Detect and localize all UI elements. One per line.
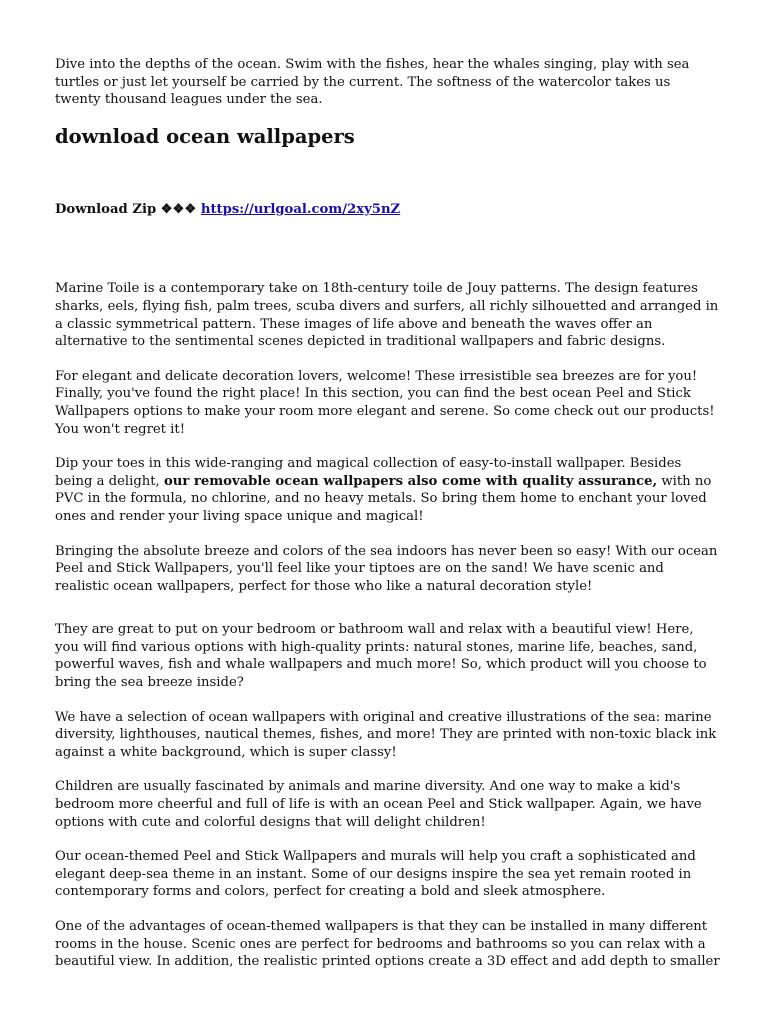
quality-assurance-bold: our removable ocean wallpapers also come with quality assurance, [163,473,658,489]
paragraph-breeze: Bringing the absolute breeze and colors of the sea indoors has never been so easy! With our ocean Peel and Stick Wallpapers, you'll feel like your tiptoes are on the sand! We have scenic and realistic ocean wallpapers, perfect for those who like a natural decoration style! [55,543,718,594]
paragraph-elegant: For elegant and delicate decoration lovers, welcome! These irresistible sea breezes are for you! Finally, you've found the right place! In this section, you can find the best ocean Peel and Stick Wallpapers options to make your room more elegant and serene. So come check out our products! You won't regret it! [55,368,715,437]
paragraph-selection: We have a selection of ocean wallpapers with original and creative illustrations of the sea: marine diversity, lighthouses, nautical themes, fishes, and more! They are printed with non-toxic black ink against a white background, which is super classy! [55,709,717,760]
paragraph-dip-toes-end: with no PVC in the formula, no chlorine, and no heavy metals. So bring them home to enchant your loved ones and render your living space unique and magical! [55,473,712,524]
paragraph-children: Children are usually fascinated by animals and marine diversity. And one way to make a kid's bedroom more cheerful and full of life is with an ocean Peel and Stick wallpaper. Again, we have options with cute and colorful designs that will delight children! [55,779,702,830]
paragraph-bedroom: They are great to put on your bedroom or bathroom wall and relax with a beautiful view! Here, you will find various options with high-quality prints: natural stones, marine life, beaches, sand, powerful waves, fish and whale wallpapers and much more! So, which product will you choose to bring the sea breeze inside? [55,622,707,691]
document-page [55,56,720,988]
paragraph-dip-toes-start: Dip your toes in this wide-ranging and magical collection of easy-to-install wallpaper. Besides being a delight, [55,456,682,489]
paragraph-marine-toile: Marine Toile is a contemporary take on 18th-century toile de Jouy patterns. The design features sharks, eels, flying fish, palm trees, scuba divers and surfers, all richly silhouetted and arranged in a classic symmetrical pattern. These images of life above and beneath the waves offer an alternative to the sentimental scenes depicted in traditional wallpapers and fabric designs. [55,281,719,350]
paragraph-advantages: One of the advantages of ocean-themed wallpapers is that they can be installed in many different rooms in the house. Scenic ones are perfect for bedrooms and bathrooms so you can relax with a beautiful view. In addition, the realistic printed options create a 3D effect and add depth to smaller [55,919,720,970]
download-line [55,201,720,219]
arrow-icon: ❖❖❖ [160,201,197,217]
page-heading: download ocean wallpapers [55,124,355,148]
download-link[interactable]: https://urlgoal.com/2xy5nZ [200,201,401,217]
download-label: Download Zip [55,201,157,217]
paragraph-dip-toes [55,455,720,525]
paragraph-deep-sea: Our ocean-themed Peel and Stick Wallpapers and murals will help you craft a sophisticated and elegant deep-sea theme in an instant. Some of our designs inspire the sea yet remain rooted in contemporary forms and colors, perfect for creating a bold and sleek atmosphere. [55,849,696,900]
intro-paragraph: Dive into the depths of the ocean. Swim with the fishes, hear the whales singing, play with sea turtles or just let yourself be carried by the current. The softness of the watercolor takes us twenty thousand leagues under the sea. [55,57,690,108]
